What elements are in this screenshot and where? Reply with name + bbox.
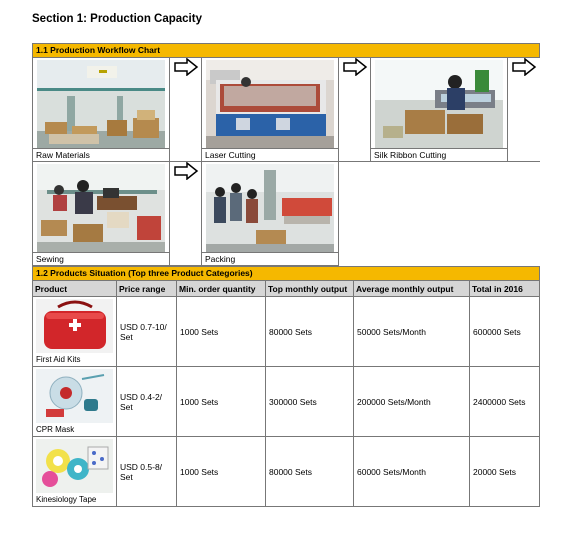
col-header-moq: Min. order quantity — [177, 281, 266, 297]
packing-photo — [206, 164, 334, 252]
product-cell — [33, 437, 117, 507]
workflow-step-raw-materials — [33, 58, 170, 162]
products-title: 1.2 Products Situation (Top three Product Categories) — [33, 267, 540, 281]
total-cell: 20000 Sets — [470, 437, 540, 507]
table-row — [33, 437, 540, 507]
arrow-right-icon — [339, 58, 370, 76]
step-label: Silk Ribbon Cutting — [371, 148, 507, 161]
step-label: Laser Cutting — [202, 148, 338, 161]
section-title: Section 1: Production Capacity — [32, 13, 202, 25]
top-output-cell: 300000 Sets — [266, 367, 354, 437]
moq-cell: 1000 Sets — [177, 367, 266, 437]
laser-cutting-photo — [206, 60, 334, 148]
table-row — [33, 367, 540, 437]
step-label: Sewing — [33, 252, 169, 265]
workflow-step-laser-cutting — [202, 58, 339, 162]
flow-arrow-3 — [508, 58, 540, 162]
products-table — [32, 266, 540, 507]
top-output-cell: 80000 Sets — [266, 437, 354, 507]
sewing-photo — [37, 164, 165, 252]
empty-cell — [339, 162, 540, 266]
product-name: First Aid Kits — [36, 355, 81, 364]
price-cell: USD 0.5-8/ Set — [117, 437, 177, 507]
top-output-cell: 80000 Sets — [266, 297, 354, 367]
price-cell: USD 0.7-10/ Set — [117, 297, 177, 367]
avg-output-cell: 60000 Sets/Month — [354, 437, 470, 507]
price-cell: USD 0.4-2/ Set — [117, 367, 177, 437]
col-header-total-2016: Total in 2016 — [470, 281, 540, 297]
workflow-table — [32, 43, 540, 266]
moq-cell: 1000 Sets — [177, 437, 266, 507]
step-label: Raw Materials — [33, 148, 169, 161]
col-header-product: Product — [33, 281, 117, 297]
workflow-title: 1.1 Production Workflow Chart — [33, 44, 540, 58]
col-header-avg-output: Average monthly output — [354, 281, 470, 297]
first-aid-kit-image — [36, 299, 113, 353]
silk-ribbon-cutting-photo — [375, 60, 503, 148]
workflow-step-sewing — [33, 162, 170, 266]
product-cell — [33, 297, 117, 367]
avg-output-cell: 50000 Sets/Month — [354, 297, 470, 367]
cpr-mask-image — [36, 369, 113, 423]
products-header-row — [33, 281, 540, 297]
moq-cell: 1000 Sets — [177, 297, 266, 367]
step-label: Packing — [202, 252, 338, 265]
product-cell — [33, 367, 117, 437]
raw-materials-photo — [37, 60, 165, 148]
total-cell: 600000 Sets — [470, 297, 540, 367]
col-header-price: Price range — [117, 281, 177, 297]
arrow-right-icon — [170, 58, 201, 76]
avg-output-cell: 200000 Sets/Month — [354, 367, 470, 437]
workflow-step-silk-ribbon-cutting — [371, 58, 508, 162]
col-header-top-output: Top monthly output — [266, 281, 354, 297]
product-name: Kinesiology Tape — [36, 495, 97, 504]
product-name: CPR Mask — [36, 425, 75, 434]
flow-arrow-1 — [170, 58, 202, 162]
arrow-right-icon — [508, 58, 540, 76]
total-cell: 2400000 Sets — [470, 367, 540, 437]
flow-arrow-4 — [170, 162, 202, 266]
workflow-step-packing — [202, 162, 339, 266]
kinesiology-tape-image — [36, 439, 113, 493]
flow-arrow-2 — [339, 58, 371, 162]
table-row — [33, 297, 540, 367]
arrow-right-icon — [170, 162, 201, 180]
